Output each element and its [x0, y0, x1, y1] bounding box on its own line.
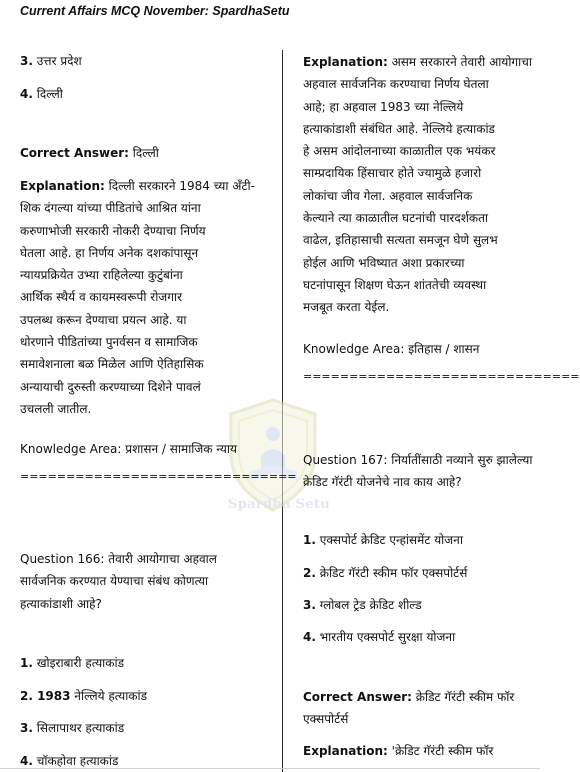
separator-left: ==============================: [20, 470, 297, 483]
explanation-167: Explanation: 'क्रेडिट गॅरंटी स्कीम फॉर: [303, 744, 494, 758]
watermark-text: Spardha Setu: [228, 497, 330, 512]
q166-option-3: 3. सिलापाथर हत्याकांड: [20, 721, 125, 735]
q166-option-1: 1. खोइराबारी हत्याकांड: [20, 656, 125, 670]
knowledge-area-165: Knowledge Area: प्रशासन / सामाजिक न्याय: [20, 442, 237, 456]
explanation-166: Explanation: असम सरकारने तेवारी आयोगाचा अहवाल सार्वजनिक करण्याचा निर्णय घेतला आहे; हा अहवाल 1983 च्या नेल्लिये हत्याकांडाशी संबंधित आहे. नेल्लिये हत्याकांड हे असम आंदोलनाच्या काळातील एक भयंकर साम्प्रदायिक हिंसाचार होते ज्यामुळे हजारो लोकांचा जीव गेला. अहवाल सार्वजनिक केल्याने त्या काळातील घटनांची पारदर्शकता वाढेल, इतिहासाची सत्यता समजून घेणे सुलभ होईल आणि भविष्यात अशा प्रकारच्या घटनांपासून शिक्षण घेऊन शांततेची व्यवस्था मजबूत करता येईल.: [303, 55, 533, 315]
correct-answer-167: Correct Answer: क्रेडिट गॅरंटी स्कीम फॉर एक्सपोर्टर्स: [303, 690, 515, 727]
page-header: Current Affairs MCQ November: SpardhaSetu: [20, 4, 290, 18]
q167-option-1: 1. एक्सपोर्ट क्रेडिट एन्हांसमेंट योजना: [303, 533, 463, 547]
correct-answer-165: Correct Answer: दिल्ली: [20, 146, 159, 160]
q167-option-4: 4. भारतीय एक्सपोर्ट सुरक्षा योजना: [303, 630, 456, 644]
separator-right: ==============================: [303, 370, 580, 383]
option-3-top: 3. उत्तर प्रदेश: [20, 54, 82, 68]
q167-option-3: 3. ग्लोबल ट्रेड क्रेडिट शील्ड: [303, 598, 422, 612]
q167-option-2: 2. क्रेडिट गॅरंटी स्कीम फॉर एक्सपोर्टर्स: [303, 566, 468, 580]
q166-option-2: 2. 1983 नेल्लिये हत्याकांड: [20, 689, 148, 703]
knowledge-area-166: Knowledge Area: इतिहास / शासन: [303, 342, 480, 356]
option-4-top: 4. दिल्ली: [20, 87, 63, 101]
question-167: Question 167: निर्यातींसाठी नव्याने सुरु झालेल्या क्रेडिट गॅरंटी योजनेचे नाव काय आहे?: [303, 453, 533, 490]
q166-option-4: 4. चॉकहोवा हत्याकांड: [20, 754, 119, 768]
explanation-165: Explanation: दिल्ली सरकारने 1984 च्या अँटी- शिक दंगल्या यांच्या पीडितांचे आश्रित यांना करुणाभोजी सरकारी नोकरी देण्याचा निर्णय घेतला आहे. हा निर्णय अनेक दशकांपासून न्यायप्रक्रियेत उभ्या राहिलेल्या कुटुंबांना आर्थिक स्थैर्य व कायमस्वरूपी रोजगार उपलब्ध करून देण्याचा प्रयत्न आहे. या धोरणाने पीडितांच्या पुनर्वसन व सामाजिक समावेशनाला बळ मिळेल आणि ऐतिहासिक अन्यायाची दुरुस्ती करण्याच्या दिशेने पावलं उचलली जातील.: [20, 179, 255, 416]
question-166: Question 166: तेवारी आयोगाचा अहवाल सार्वजनिक करण्यात येण्याचा संबंध कोणत्या हत्याकांडाशी आहे?: [20, 552, 217, 611]
